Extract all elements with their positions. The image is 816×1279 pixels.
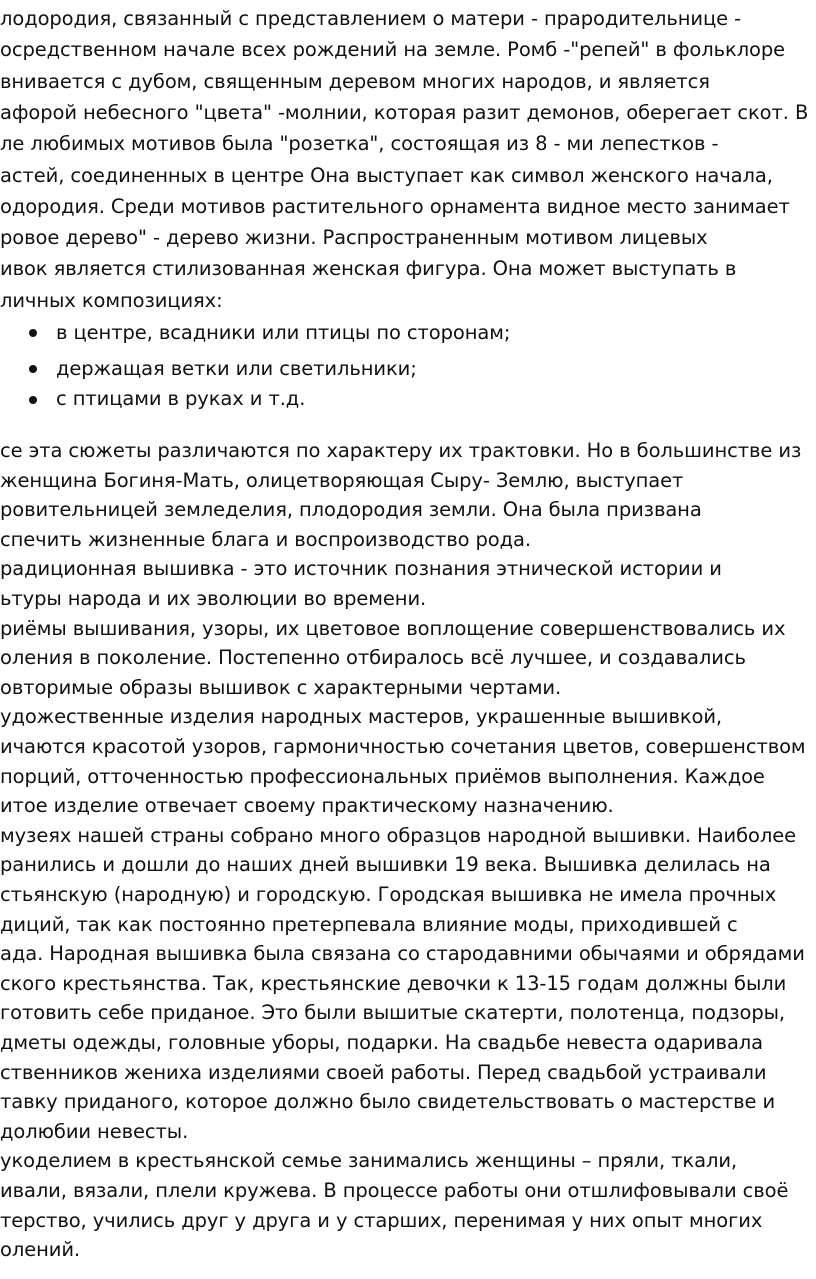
text-line: женщина Богиня-Мать, олицетворяющая Сыру- Землю, выступает [0, 468, 684, 492]
bullet-dot [29, 365, 37, 373]
text-line: готовить себе приданое. Это были вышитые скатерти, полотенца, подзоры, [0, 1001, 785, 1025]
text-line: порций, отточенностью профессиональных приёмов выполнения. Каждое [0, 764, 765, 788]
text-line: спечить жизненные блага и воспроизводство рода. [0, 527, 531, 551]
text-line: музеях нашей страны собрано много образцов народной вышивки. Наиболее [0, 823, 797, 847]
text-line: ивок является стилизованная женская фигура. Она может выступать в [0, 257, 737, 281]
text-line: олений. [0, 1238, 80, 1262]
text-line: ьтуры народа и их эволюции во времени. [0, 587, 427, 610]
text-line: ранились и дошли до наших дней вышивки 19 века. Вышивка делилась на [0, 853, 771, 877]
text-line: ровое дерево" - дерево жизни. Распространенным мотивом лицевых [0, 226, 708, 250]
text-line: се эта сюжеты различаются по характеру их трактовки. Но в большинстве из [0, 439, 802, 462]
text-line: стьянскую (народную) и городскую. Городская вышивка не имела прочных [0, 883, 777, 906]
text-line: оления в поколение. Постепенно отбиралось всё лучшее, и создавались [0, 646, 746, 670]
text-line: итое изделие отвечает своему практическому назначению. [0, 794, 614, 818]
text-line: долюбии невесты. [0, 1119, 189, 1143]
text-line: ровительницей земледелия, плодородия земли. Она была призвана [0, 498, 702, 522]
text-line: лодородия, связанный с представлением о матери - прародительнице - [0, 7, 742, 30]
text-line: ичаются красотой узоров, гармоничностью сочетания цветов, совершенством [0, 735, 806, 758]
text-line: укоделием в крестьянской семье занимались женщины – пряли, ткали, [0, 1149, 737, 1173]
text-line: ада. Народная вышивка была связана со стародавними обычаями и обрядами [0, 942, 805, 966]
text-line: осредственном начале всех рождений на земле. Ромб -"репей" в фольклоре [0, 38, 786, 62]
text-line: удожественные изделия народных мастеров, украшенные вышивкой, [0, 705, 723, 729]
bullet-dot [29, 396, 37, 404]
text-line: дметы одежды, головные уборы, подарки. На свадьбе невеста одаривала [0, 1031, 764, 1054]
text-line: терство, учились друг у друга и у старших, перенимая у них опыт многих [0, 1208, 763, 1232]
list-item: в центре, всадники или птицы по сторонам; [56, 321, 511, 344]
text-line: риёмы вышивания, узоры, их цветовое воплощение совершенствовались их [0, 616, 786, 640]
text-line: одородия. Среди мотивов растительного орнамента видное место занимает [0, 194, 790, 218]
text-line: ственников жениха изделиями своей работы. Перед свадьбой устраивали [0, 1060, 767, 1084]
text-line: внивается с дубом, священным деревом многих народов, и является [0, 69, 710, 93]
text-line: личных композициях: [0, 288, 223, 312]
list-item: держащая ветки или светильники; [56, 357, 417, 380]
text-line: диций, так как постоянно претерпевала влияние моды, приходившей с [0, 912, 738, 936]
text-line: ского крестьянства. Так, крестьянские девочки к 13-15 годам должны были [0, 971, 787, 995]
text-line: афорой небесного "цвета" -молнии, которая разит демонов, оберегает скот. В [0, 100, 809, 124]
text-line: овторимые образы вышивок с характерными чертами. [0, 675, 562, 699]
text-line: астей, соединенных в центре Она выступает как символ женского начала, [0, 163, 773, 187]
text-line: тавку приданого, которое должно было свидетельствовать о мастерстве и [0, 1090, 776, 1114]
bullet-dot [29, 329, 37, 337]
text-line: радиционная вышивка - это источник познания этнической истории и [0, 557, 722, 581]
text-line: ивали, вязали, плели кружева. В процессе работы они отшлифовывали своё [0, 1179, 789, 1202]
list-item: с птицами в руках и т.д. [56, 387, 306, 410]
text-line: ле любимых мотивов была "розетка", состоящая из 8 - ми лепестков - [0, 132, 719, 156]
